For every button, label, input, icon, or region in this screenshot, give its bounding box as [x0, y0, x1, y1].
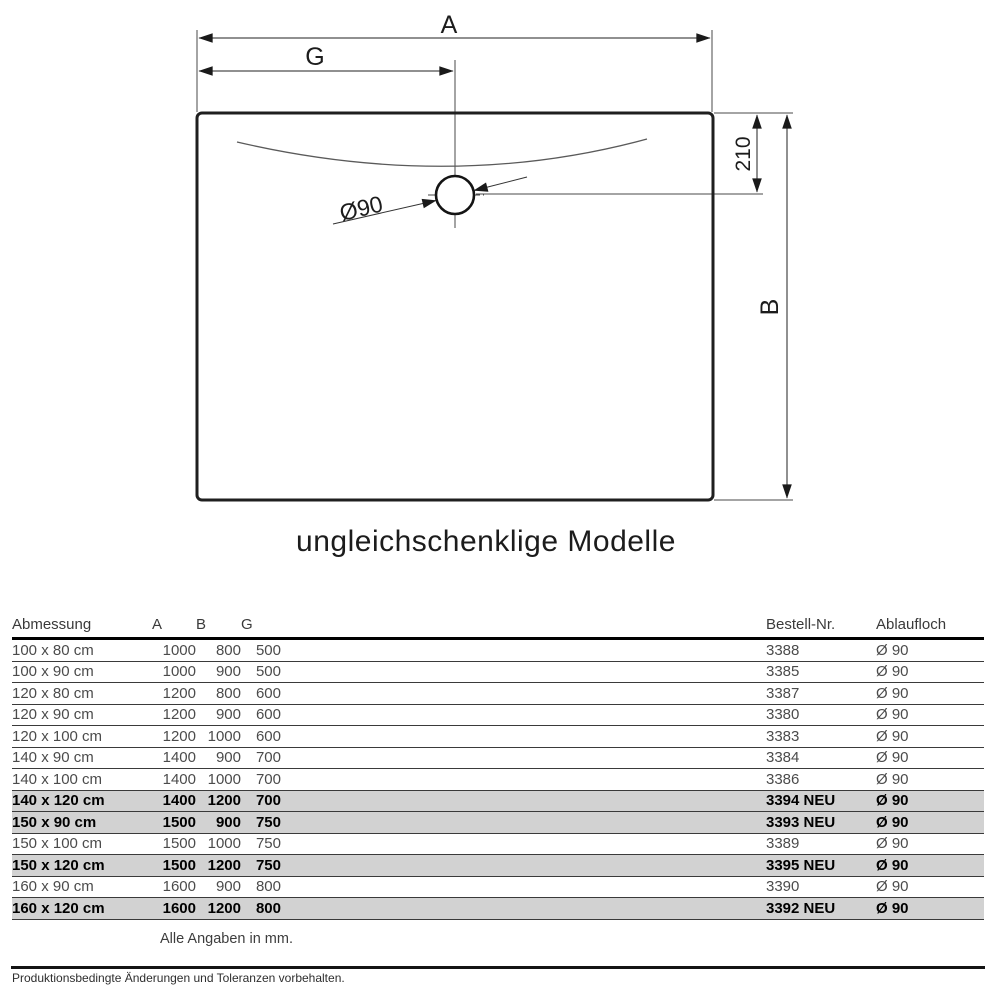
dimension-g-label: G [305, 43, 325, 71]
header-ablaufloch: Ablaufloch [876, 612, 984, 639]
dimension-a [199, 11, 710, 39]
table-row: 150 x 100 cm 1500 1000 750 3389 Ø 90 [12, 833, 984, 855]
drain-circle [436, 176, 474, 214]
table-row-highlighted: 140 x 120 cm 1400 1200 700 3394 NEU Ø 90 [12, 790, 984, 812]
tolerance-disclaimer: Produktionsbedingte Änderungen und Toleranzen vorbehalten. [12, 971, 345, 985]
dimension-g [199, 43, 453, 71]
model-series-title: ungleichschenklige Modelle [296, 525, 676, 558]
drain [333, 176, 527, 226]
dimension-b [756, 115, 787, 498]
table-row: 160 x 90 cm 1600 900 800 3390 Ø 90 [12, 876, 984, 898]
table-row: 100 x 90 cm 1000 900 500 3385 Ø 90 [12, 661, 984, 683]
table-row: 120 x 80 cm 1200 800 600 3387 Ø 90 [12, 683, 984, 705]
dimension-a-label: A [440, 11, 458, 39]
dimension-210-label: 210 [732, 136, 755, 172]
tray-slope-curve [237, 139, 647, 166]
header-abmessung: Abmessung [12, 612, 152, 639]
header-g: G [241, 612, 281, 639]
table-row-highlighted: 160 x 120 cm 1600 1200 800 3392 NEU Ø 90 [12, 898, 984, 920]
footer-rule [11, 966, 985, 969]
extension-lines [197, 30, 793, 500]
table-row: 140 x 90 cm 1400 900 700 3384 Ø 90 [12, 747, 984, 769]
table-row-highlighted: 150 x 120 cm 1500 1200 750 3395 NEU Ø 90 [12, 855, 984, 877]
dimension-b-label: B [756, 298, 784, 316]
table-header-row [12, 612, 984, 639]
table-row: 120 x 90 cm 1200 900 600 3380 Ø 90 [12, 704, 984, 726]
header-b: B [196, 612, 241, 639]
units-note: Alle Angaben in mm. [160, 931, 293, 947]
dimension-210 [732, 115, 757, 192]
table-row: 100 x 80 cm 1000 800 500 3388 Ø 90 [12, 639, 984, 662]
header-a: A [152, 612, 196, 639]
dimension-table [12, 612, 984, 920]
table-row: 140 x 100 cm 1400 1000 700 3386 Ø 90 [12, 769, 984, 791]
table-row: 120 x 100 cm 1200 1000 600 3383 Ø 90 [12, 726, 984, 748]
table-row-highlighted: 150 x 90 cm 1500 900 750 3393 NEU Ø 90 [12, 812, 984, 834]
header-bestell-nr: Bestell-Nr. [766, 612, 876, 639]
drain-diameter-label: Ø90 [336, 190, 386, 226]
